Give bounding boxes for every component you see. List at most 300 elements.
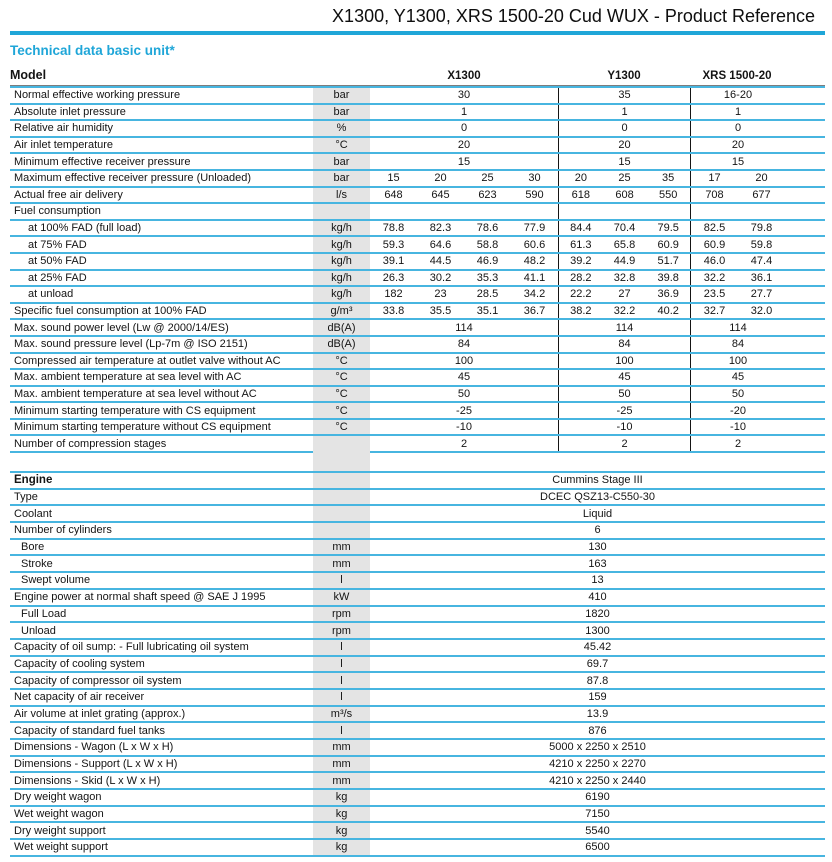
model-group-xrs-1500-20 [690,221,825,236]
row-value: 60.9 [703,238,726,251]
model-group-y1300 [558,420,690,435]
row-value: Liquid [582,507,613,520]
model-group-xrs-1500-20 [690,188,825,203]
model-group-y1300 [558,436,690,451]
model-group-y1300 [558,370,690,385]
row-label: Dimensions - Support (L x W x H) [14,758,178,771]
row-value: 7150 [585,808,610,821]
row-label: Dry weight wagon [14,791,102,804]
row-value: 79.5 [657,222,679,235]
table-row [10,154,825,171]
row-unit: kg/h [313,221,370,236]
table-row [10,304,825,321]
model-group-y1300 [558,188,690,203]
row-label: Unload [21,624,56,637]
model-group-y1300 [558,254,690,269]
row-value: 38.2 [570,305,592,318]
row-value: 40.2 [657,305,679,318]
row-value: 15 [457,155,471,168]
table-row [10,740,825,757]
row-label: Type [14,491,38,504]
row-value: 50 [618,387,631,400]
row-value: 26.3 [382,271,405,284]
row-value: 77.9 [523,222,546,235]
row-unit: kW [313,590,370,605]
row-value: 13.9 [586,707,609,720]
row-unit: kg/h [313,254,370,269]
row-value: 39.2 [570,255,592,268]
row-label: Capacity of standard fuel tanks [14,724,166,737]
row-value: 623 [478,188,497,201]
row-unit: mm [313,773,370,788]
row-label: at 100% FAD (full load) [28,222,142,235]
row-values [370,420,825,435]
row-value: 64.6 [429,238,452,251]
row-unit [313,204,370,219]
row-value: 677 [752,188,771,201]
row-unit: °C [313,370,370,385]
row-unit: rpm [313,623,370,638]
row-values [370,121,825,136]
unit-column-band [313,451,370,471]
row-unit: kg/h [313,271,370,286]
row-label: Minimum effective receiver pressure [14,155,191,168]
row-values [370,204,825,219]
row-unit: mm [313,540,370,555]
model-group-xrs-1500-20 [690,204,825,219]
model-group-y1300 [558,304,690,319]
row-values [370,188,825,203]
model-group-y1300 [558,287,690,302]
row-values [370,304,825,319]
table-row [10,420,825,437]
row-value: 0 [460,122,468,135]
row-value: 34.2 [523,288,546,301]
row-label: Air inlet temperature [14,139,114,152]
model-group-x1300 [370,337,558,352]
table-row [10,337,825,354]
row-unit [313,436,370,451]
row-value: 35.3 [476,271,499,284]
row-value: 645 [431,188,450,201]
row-value: 36.1 [750,271,773,284]
row-value: 648 [384,188,403,201]
model-group-xrs-1500-20 [690,237,825,252]
row-values [370,337,825,352]
table-row [10,573,825,590]
row-value: 60.6 [523,238,546,251]
model-group-xrs-1500-20 [690,105,825,120]
row-value: 27.7 [750,288,773,301]
row-unit: kg/h [313,237,370,252]
row-value: 23 [434,288,447,301]
row-value: 35 [618,89,631,102]
row-unit: bar [313,171,370,186]
row-unit: rpm [313,607,370,622]
model-group-x1300 [370,221,558,236]
row-unit: bar [313,154,370,169]
model-group-xrs-1500-20 [690,171,825,186]
section-heading: Technical data basic unit* [10,43,175,58]
row-value: 45 [618,371,631,384]
row-value: 50 [457,387,471,400]
table-row [10,506,825,523]
table-row [10,556,825,573]
row-value: 0 [621,122,628,135]
row-value: 32.2 [703,271,726,284]
row-value: 6500 [585,841,610,854]
row-value: 159 [588,691,607,704]
row-unit: l [313,573,370,588]
row-unit [313,490,370,505]
row-value: 876 [588,724,607,737]
row-value: 1 [460,105,468,118]
row-value: 46.9 [476,255,499,268]
model-group-y1300 [558,121,690,136]
row-value: 17 [708,172,721,185]
document-title: X1300, Y1300, XRS 1500-20 Cud WUX - Product Reference [332,6,815,26]
model-group-xrs-1500-20 [690,254,825,269]
row-label: Absolute inlet pressure [14,105,126,118]
table-row [10,607,825,624]
row-value: 35 [662,172,675,185]
row-label: Net capacity of air receiver [14,691,145,704]
row-value: 44.9 [613,255,636,268]
row-label: Coolant [14,507,52,520]
model-group-xrs-1500-20 [690,337,825,352]
row-value: 20 [457,139,471,152]
table-row [10,287,825,304]
row-unit: mm [313,757,370,772]
model-group-x1300 [370,154,558,169]
row-value: 15 [387,172,400,185]
table-row [10,271,825,288]
row-value: 28.2 [570,271,592,284]
row-value: 100 [728,354,748,367]
row-values [370,254,825,269]
row-value: 44.5 [429,255,452,268]
row-value: 6 [594,524,601,537]
table-row [10,523,825,540]
row-label: Capacity of oil sump: - Full lubricating oil system [14,641,249,654]
row-unit: l [313,640,370,655]
row-value: 2 [734,437,742,450]
row-values [370,370,825,385]
table-row [10,237,825,254]
row-unit: kg [313,790,370,805]
table-row [10,473,825,490]
row-value: 163 [588,557,607,570]
model-group-y1300 [558,221,690,236]
model-group-y1300 [558,88,690,103]
row-value: -25 [616,404,633,417]
model-group-x1300 [370,105,558,120]
model-group-x1300 [370,271,558,286]
row-label: Capacity of compressor oil system [14,674,182,687]
row-value: 69.7 [586,657,609,670]
model-group-x1300 [370,254,558,269]
table-row [10,387,825,404]
model-group-xrs-1500-20 [690,436,825,451]
model-group-x1300 [370,287,558,302]
row-value: -10 [730,421,746,434]
model-group-xrs-1500-20 [690,88,825,103]
row-label: at unload [28,288,74,301]
row-unit: mm [313,740,370,755]
row-label: Swept volume [21,574,91,587]
row-values [370,105,825,120]
row-label: Dimensions - Skid (L x W x H) [14,774,161,787]
model-group-x1300 [370,204,558,219]
model-group-xrs-1500-20 [690,271,825,286]
row-value: 15 [618,155,631,168]
model-group-y1300 [558,271,690,286]
row-label: Wet weight wagon [14,808,104,821]
row-unit: l [313,690,370,705]
row-value: -10 [616,421,633,434]
table-row [10,221,825,238]
table-row [10,590,825,607]
row-label: Air volume at inlet grating (approx.) [14,707,186,720]
row-label: Fuel consumption [14,205,101,218]
row-values [370,287,825,302]
model-group-y1300 [558,337,690,352]
table-row [10,138,825,155]
row-value: 2 [621,437,628,450]
model-group-x1300 [370,387,558,402]
row-label: Number of compression stages [14,437,167,450]
row-value: 1 [734,105,742,118]
row-label: Minimum starting temperature with CS equipment [14,404,256,417]
row-value: 608 [615,188,634,201]
model-group-x1300 [370,320,558,335]
table-header-row [10,66,825,86]
row-unit: kg/h [313,287,370,302]
row-value: -10 [456,421,472,434]
row-value: 45 [731,371,745,384]
row-value: 84 [457,338,471,351]
row-value: 82.3 [429,222,452,235]
table-row [10,773,825,790]
row-unit: °C [313,354,370,369]
row-value: 32.2 [613,305,636,318]
table-row [10,823,825,840]
row-label: Relative air humidity [14,122,114,135]
row-unit: m³/s [313,707,370,722]
row-label: Dimensions - Wagon (L x W x H) [14,741,174,754]
row-unit: bar [313,105,370,120]
row-value: 25 [618,172,631,185]
row-unit: kg [313,807,370,822]
row-unit: kg [313,823,370,838]
model-group-y1300 [558,204,690,219]
row-unit: l [313,657,370,672]
row-label: Compressed air temperature at outlet valve without AC [14,354,281,367]
row-value: 59.8 [750,238,773,251]
row-value: 30 [528,172,541,185]
model-group-xrs-1500-20 [690,138,825,153]
row-unit [313,506,370,521]
model-group-xrs-1500-20 [690,403,825,418]
row-value: 35.1 [476,305,499,318]
row-value: 550 [659,188,678,201]
row-label: Dry weight support [14,824,106,837]
row-value: 45.42 [583,641,612,654]
row-value: 15 [731,155,745,168]
model-group-xrs-1500-20 [690,420,825,435]
row-unit: bar [313,88,370,103]
row-value: 78.6 [476,222,499,235]
table-row [10,204,825,221]
row-value: 39.8 [657,271,679,284]
engine-data-table [10,471,825,857]
row-unit: kg [313,840,370,855]
model-group-y1300 [558,105,690,120]
row-label: at 25% FAD [28,271,87,284]
column-header-x1300: X1300 [447,70,481,82]
row-label: Stroke [21,557,53,570]
table-row [10,790,825,807]
row-value: 65.8 [613,238,636,251]
model-group-x1300 [370,403,558,418]
row-value: 47.4 [750,255,773,268]
row-value: 30.2 [429,271,452,284]
row-values [370,237,825,252]
row-label: at 50% FAD [28,255,87,268]
model-group-xrs-1500-20 [690,354,825,369]
row-label: Full Load [21,607,67,620]
row-unit: dB(A) [313,320,370,335]
row-value: 51.7 [657,255,679,268]
column-header-xrs-1500-20: XRS 1500-20 [702,70,772,82]
row-value: 5000 x 2250 x 2510 [549,741,646,754]
table-row [10,88,825,105]
row-value: 27 [618,288,631,301]
table-row [10,403,825,420]
row-value: DCEC QSZ13-C550-30 [540,491,655,504]
model-group-x1300 [370,370,558,385]
row-value: 6190 [585,791,610,804]
model-group-y1300 [558,320,690,335]
row-value: 1 [621,105,628,118]
row-value: 16-20 [723,89,753,102]
model-group-x1300 [370,420,558,435]
row-unit: l/s [313,188,370,203]
table-row [10,254,825,271]
row-value: 20 [618,139,631,152]
model-group-x1300 [370,138,558,153]
row-value: 0 [734,122,742,135]
model-group-y1300 [558,354,690,369]
row-value: -20 [730,404,746,417]
table-row [10,840,825,857]
table-row [10,673,825,690]
row-values [370,320,825,335]
row-value: 4210 x 2250 x 2270 [549,758,646,771]
row-label: Number of cylinders [14,524,112,537]
row-value: 20 [755,172,768,185]
row-unit: % [313,121,370,136]
row-value: 32.8 [613,271,636,284]
model-group-x1300 [370,436,558,451]
row-values [370,221,825,236]
model-group-xrs-1500-20 [690,287,825,302]
table-row [10,105,825,122]
model-group-y1300 [558,403,690,418]
row-label: Maximum effective receiver pressure (Unloaded) [14,172,251,185]
row-value: 60.9 [657,238,679,251]
table-row [10,723,825,740]
row-label: Bore [21,541,45,554]
row-unit: g/m³ [313,304,370,319]
model-group-xrs-1500-20 [690,121,825,136]
row-unit [313,473,370,488]
row-value: 30 [457,89,471,102]
row-value: 39.1 [382,255,405,268]
row-label: Max. sound pressure level (Lp-7m @ ISO 2151) [14,338,248,351]
row-value: 36.9 [657,288,679,301]
model-group-x1300 [370,88,558,103]
row-value: 45 [457,371,471,384]
row-value: 114 [729,321,747,334]
row-value: 1820 [585,607,610,620]
row-value: 2 [460,437,468,450]
row-value: 78.8 [382,222,405,235]
model-header-label: Model [10,68,47,82]
row-unit: °C [313,420,370,435]
row-label: Normal effective working pressure [14,89,181,102]
row-value: 1300 [585,624,610,637]
row-label: Max. ambient temperature at sea level without AC [14,387,257,400]
table-row [10,436,825,453]
row-value: 22.2 [570,288,592,301]
model-group-xrs-1500-20 [690,304,825,319]
model-group-xrs-1500-20 [690,154,825,169]
row-value: 5540 [585,824,610,837]
row-value: 4210 x 2250 x 2440 [549,774,646,787]
row-value: 33.8 [382,305,405,318]
row-value: 35.5 [429,305,452,318]
title-rule [10,31,825,35]
row-label: Max. ambient temperature at sea level with AC [14,371,242,384]
row-unit [313,523,370,538]
row-value: 79.8 [750,222,773,235]
row-value: 618 [571,188,591,201]
row-value: 82.5 [703,222,726,235]
row-value: 84 [618,338,631,351]
row-value: 58.8 [476,238,499,251]
table-row [10,690,825,707]
row-value: 84.4 [570,222,592,235]
row-value: 410 [588,591,607,604]
model-group-x1300 [370,354,558,369]
row-value: 182 [384,288,403,301]
model-group-x1300 [370,188,558,203]
row-value: -25 [456,404,472,417]
table-row [10,171,825,188]
row-value: 36.7 [523,305,546,318]
row-value: 61.3 [570,238,592,251]
model-group-y1300 [558,387,690,402]
row-value: 590 [525,188,544,201]
table-row [10,121,825,138]
model-group-x1300 [370,237,558,252]
row-value: 114 [455,321,473,334]
row-values [370,436,825,451]
table-row [10,707,825,724]
row-value: 32.7 [703,305,726,318]
model-group-y1300 [558,154,690,169]
